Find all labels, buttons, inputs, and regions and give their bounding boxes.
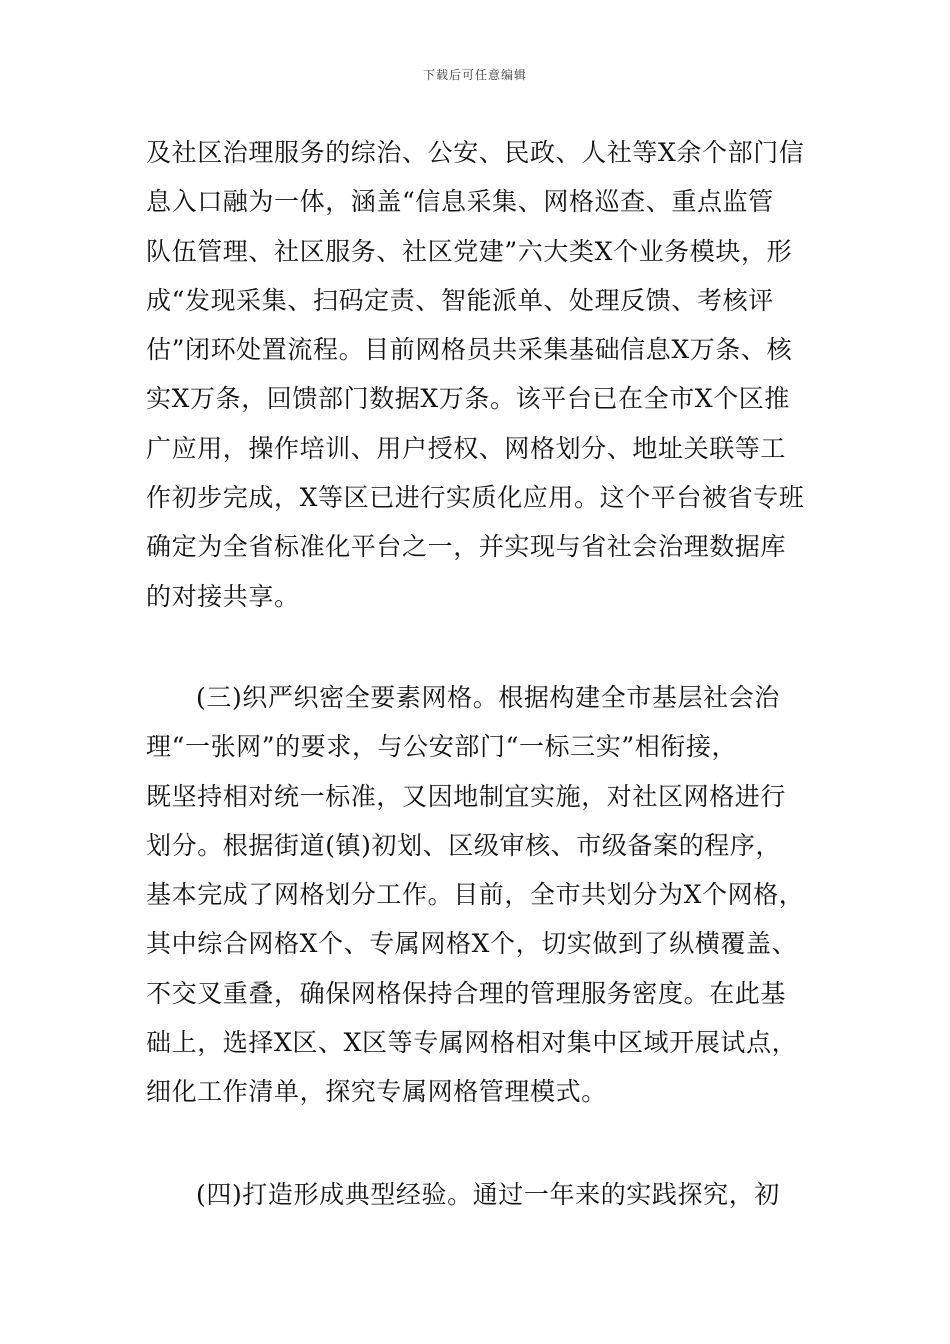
paragraph-line: 广应用，操作培训、用户授权、网格划分、地址关联等工 <box>146 433 787 463</box>
paragraph-line: 队伍管理、社区服务、社区党建”六大类X个业务模块，形 <box>146 236 793 266</box>
paragraph-experience-section <box>146 1170 808 1219</box>
paragraph-line: 理“一张网”的要求，与公安部门“一标三实”相衔接， <box>146 732 738 762</box>
paragraph-line: 既坚持相对统一标准，又因地制宜实施，对社区网格进行 <box>146 781 787 811</box>
paragraph-line: 划分。根据街道(镇)初划、区级审核、市级备案的程序， <box>146 830 782 860</box>
paragraph-line: 及社区治理服务的综治、公安、民政、人社等X余个部门信 <box>146 138 805 167</box>
paragraph-line: 息入口融为一体，涵盖“信息采集、网格巡查、重点监管 <box>146 187 774 217</box>
paragraph-line: 基本完成了网格划分工作。目前，全市共划分为X个网格， <box>146 880 805 910</box>
paragraph-line: 作初步完成，X等区已进行实质化应用。这个平台被省专班 <box>146 483 805 513</box>
header-note: 下载后可任意编辑 <box>422 68 527 82</box>
section-heading-line: (三)织严织密全要素网格。根据构建全市基层社会治 <box>196 683 780 712</box>
paragraph-line: 础上，选择X区、X区等专属网格相对集中区域开展试点， <box>146 1028 798 1058</box>
paragraph-line: 的对接共享。 <box>146 581 300 611</box>
paragraph-line: 估”闭环处置流程。目前网格员共采集基础信息X万条、核 <box>146 335 793 365</box>
paragraph-line: 成“发现采集、扫码定责、智能派单、处理反馈、考核评 <box>146 285 774 315</box>
paragraph-line: 细化工作清单，探究专属网格管理模式。 <box>146 1077 607 1107</box>
paragraph-grid-section <box>146 673 808 1117</box>
paragraph-platform <box>146 128 808 621</box>
paragraph-line: 实X万条，回馈部门数据X万条。该平台已在全市X个区推 <box>146 384 790 414</box>
section-heading-line: (四)打造形成典型经验。通过一年来的实践探究，初 <box>196 1180 780 1209</box>
paragraph-line: 其中综合网格X个、专属网格X个，切实做到了纵横覆盖、 <box>146 929 798 959</box>
paragraph-line: 确定为全省标准化平台之一，并实现与省社会治理数据库 <box>146 532 787 562</box>
paragraph-line: 不交叉重叠，确保网格保持合理的管理服务密度。在此基 <box>146 978 787 1008</box>
